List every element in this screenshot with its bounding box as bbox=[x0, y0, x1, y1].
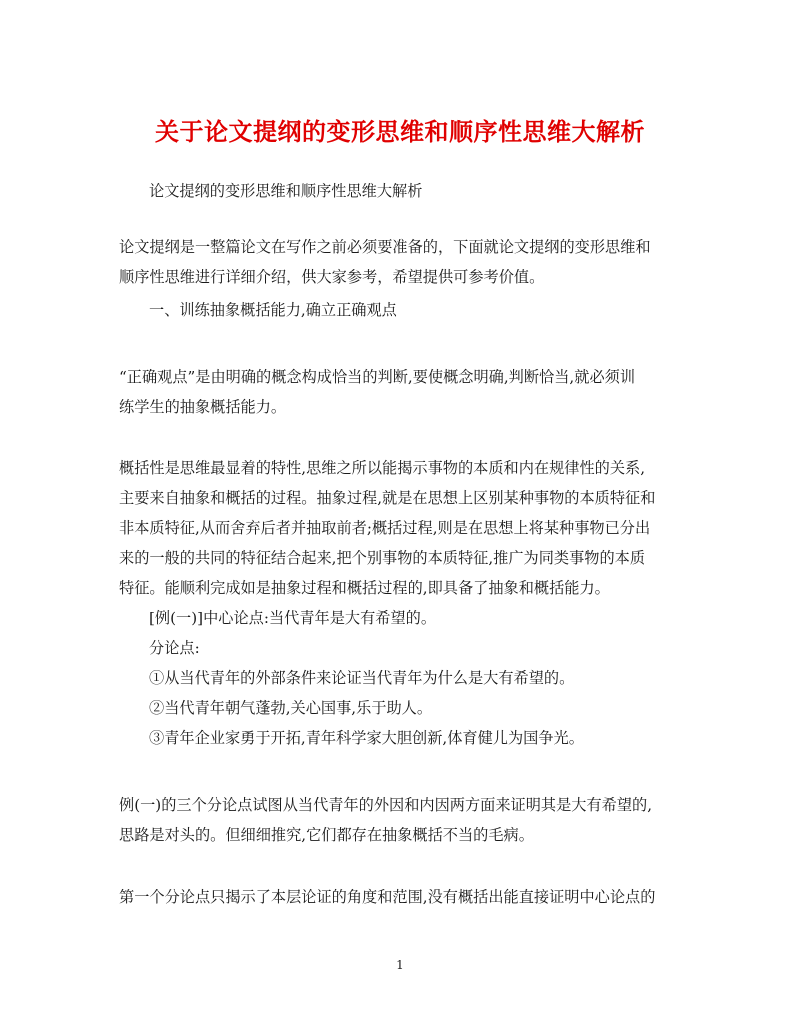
subtitle: 论文提纲的变形思维和顺序性思维大解析 bbox=[149, 182, 423, 200]
paragraph-correct-view bbox=[119, 362, 682, 422]
example-sub-argument-1: ①从当代青年的外部条件来论证当代青年为什么是大有希望的。 bbox=[149, 669, 575, 687]
paragraph-line: “正确观点”是由明确的概念构成恰当的判断,要使概念明确,判断恰当,就必须训 bbox=[119, 368, 636, 386]
paragraph-line: 特征。能顺利完成如是抽象过程和概括过程的,即具备了抽象和概括能力。 bbox=[119, 579, 610, 597]
intro-paragraph bbox=[119, 232, 682, 292]
example-sub-argument-2: ②当代青年朝气蓬勃,关心国事,乐于助人。 bbox=[149, 699, 433, 717]
intro-line: 论文提纲是一整篇论文在写作之前必须要准备的，下面就论文提纲的变形思维和 bbox=[119, 238, 651, 256]
page-number: 1 bbox=[396, 958, 404, 972]
example-central-argument: [例(一)]中心论点:当代青年是大有希望的。 bbox=[149, 609, 437, 627]
example-block bbox=[149, 603, 682, 753]
paragraph-example-analysis bbox=[119, 790, 682, 850]
example-sub-arguments-label: 分论点: bbox=[149, 639, 200, 657]
paragraph-line: 第一个分论点只揭示了本层论证的角度和范围,没有概括出能直接证明中心论点的 bbox=[119, 888, 656, 906]
paragraph-first-sub-argument bbox=[119, 882, 682, 912]
paragraph-line: 非本质特征,从而舍弃后者并抽取前者;概括过程,则是在思想上将某种事物已分出 bbox=[119, 519, 651, 537]
paragraph-line: 思路是对头的。但细细推究,它们都存在抽象概括不当的毛病。 bbox=[119, 826, 534, 844]
paragraph-line: 例(一)的三个分论点试图从当代青年的外因和内因两方面来证明其是大有希望的, bbox=[119, 796, 653, 814]
paragraph-line: 来的一般的共同的特征结合起来,把个别事物的本质特征,推广为同类事物的本质 bbox=[119, 549, 646, 567]
paragraph-line: 练学生的抽象概括能力。 bbox=[119, 398, 287, 416]
intro-line: 顺序性思维进行详细介绍，供大家参考，希望提供可参考价值。 bbox=[119, 268, 545, 286]
document-title: 关于论文提纲的变形思维和顺序性思维大解析 bbox=[155, 117, 645, 146]
paragraph-abstraction bbox=[119, 453, 682, 603]
paragraph-line: 主要来自抽象和概括的过程。抽象过程,就是在思想上区别某种事物的本质特征和 bbox=[119, 489, 656, 507]
section-heading: 一、训练抽象概括能力,确立正确观点 bbox=[149, 301, 397, 319]
example-sub-argument-3: ③青年企业家勇于开拓,青年科学家大胆创新,体育健儿为国争光。 bbox=[149, 729, 584, 747]
paragraph-line: 概括性是思维最显着的特性,思维之所以能揭示事物的本质和内在规律性的关系, bbox=[119, 459, 646, 477]
